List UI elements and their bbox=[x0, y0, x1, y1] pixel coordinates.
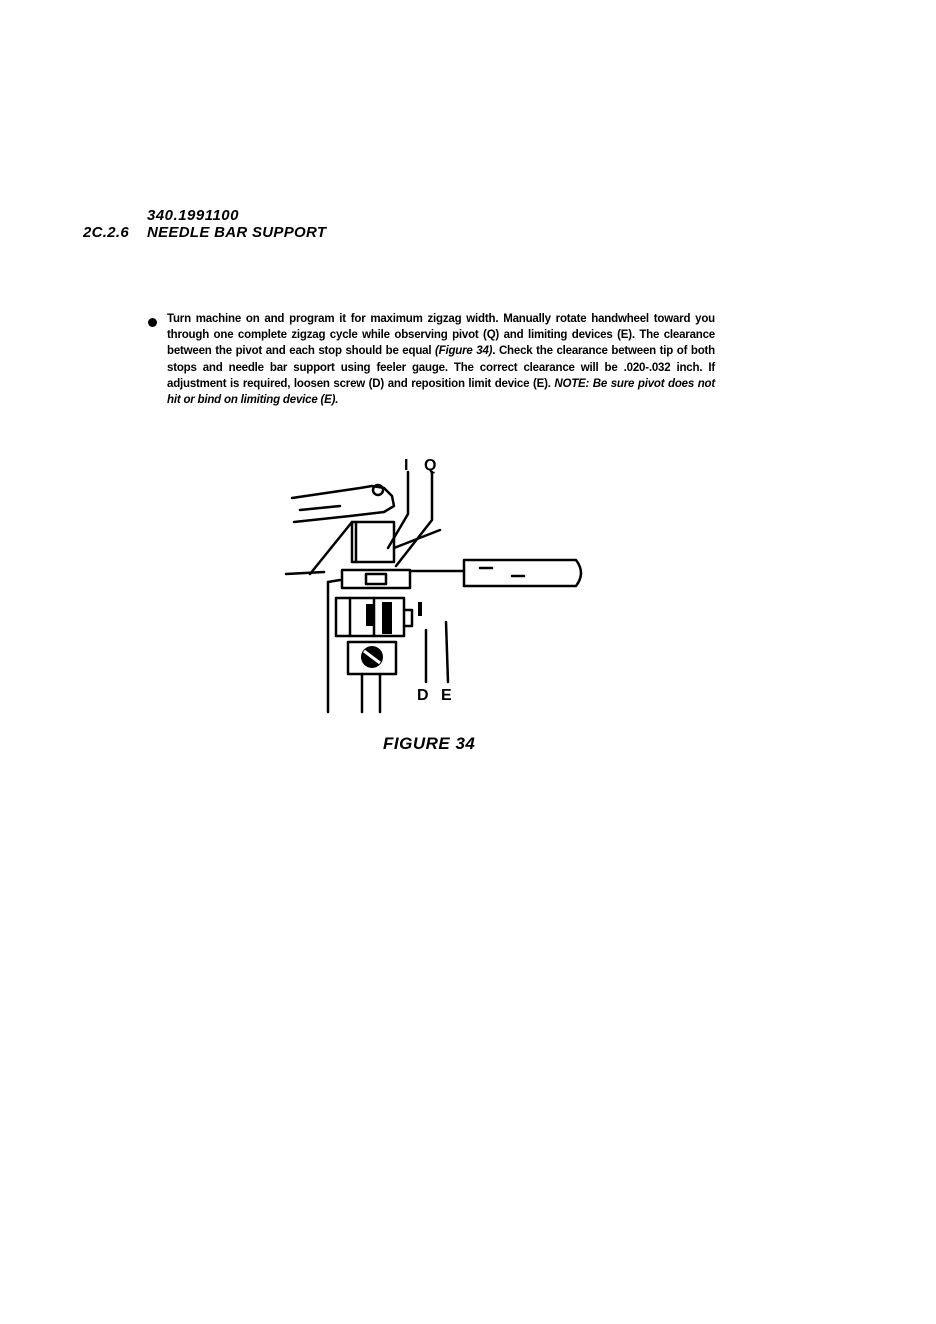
section-heading bbox=[83, 224, 326, 241]
figure-label-d: D bbox=[417, 687, 429, 704]
figure-label-q: Q bbox=[424, 457, 437, 474]
figure-label-e: E bbox=[441, 687, 452, 704]
needle-bar-support-illustration bbox=[280, 450, 600, 720]
section-number: 2C.2.6 bbox=[83, 224, 129, 241]
instruction-paragraph bbox=[167, 311, 715, 408]
section-title: NEEDLE BAR SUPPORT bbox=[147, 224, 327, 241]
figure-caption: FIGURE 34 bbox=[383, 734, 476, 753]
instruction-text-1: Turn machine on and program it for maximum zigzag width. Manually rotate handwheel toward you through one complete zigzag cycle while observing pivot (Q) and limiting devices (E). The clearance between the pivot and each stop should be equal bbox=[167, 313, 715, 358]
instruction-text-2: . Check the clearance between tip of both stops and needle bar support using feeler gauge. The correct clearance will be .020-.032 inch. If adjustment is required, loosen screw (D) and reposition limit device (E). bbox=[167, 345, 715, 390]
instruction-note: NOTE: Be sure pivot does not hit or bind on limiting device (E). bbox=[167, 377, 715, 407]
bullet-icon bbox=[148, 318, 157, 327]
part-number: 340.1991100 bbox=[147, 207, 239, 224]
figure-reference: (Figure 34) bbox=[435, 345, 493, 358]
figure-label-i: I bbox=[404, 457, 409, 474]
